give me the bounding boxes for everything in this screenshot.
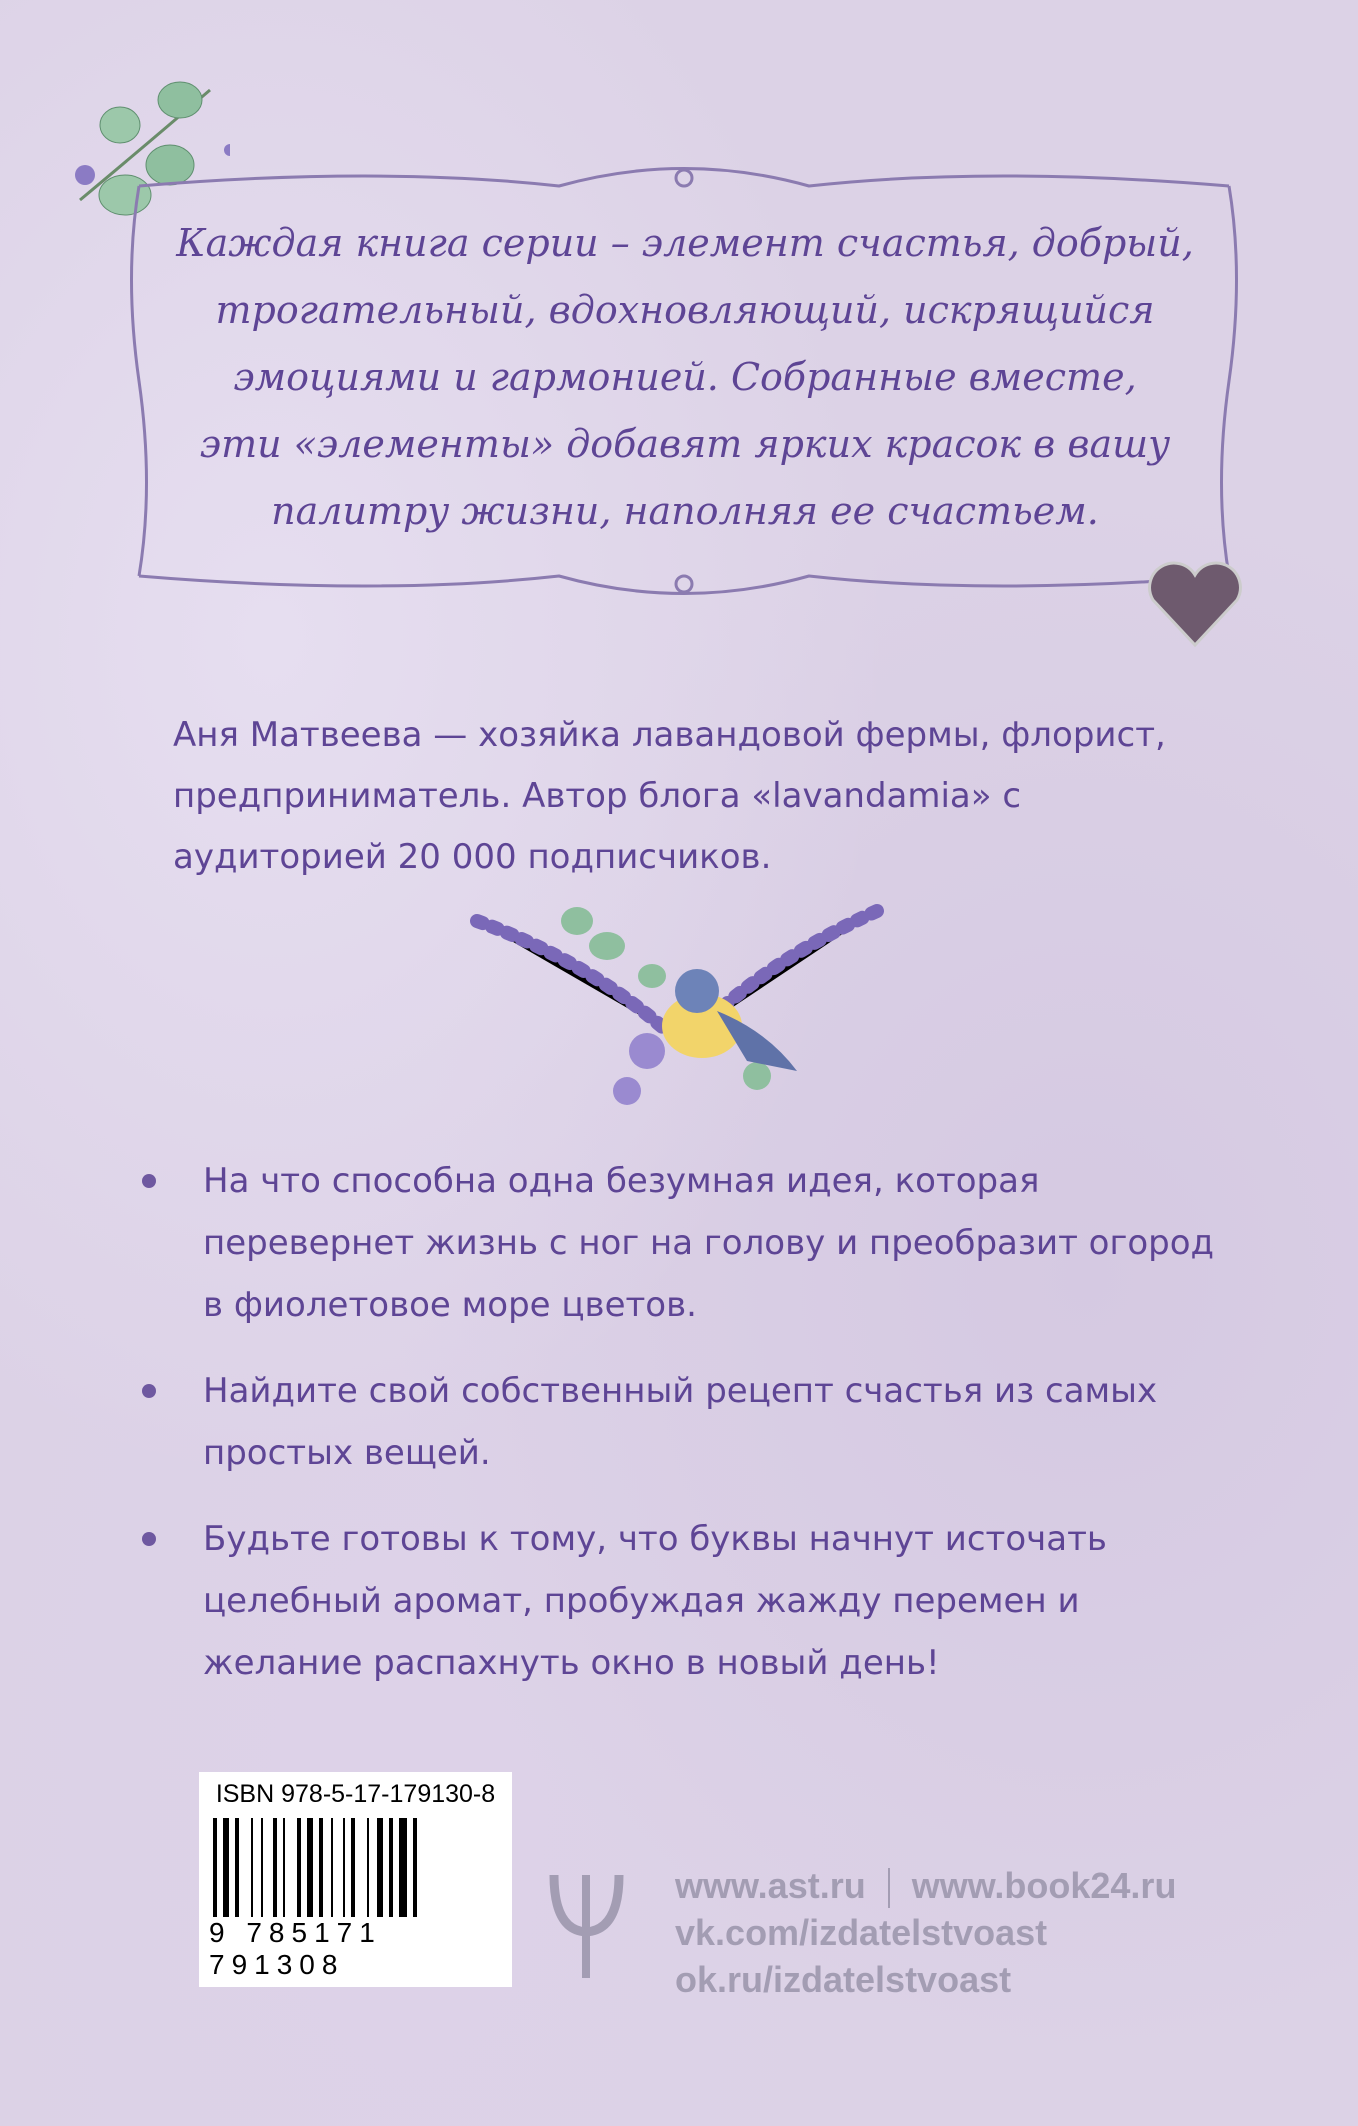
- ast-psi-logo: [549, 1870, 624, 1980]
- quote-line: эти «элементы» добавят ярких красок в вашу: [199, 422, 1171, 466]
- series-quote: [140, 210, 1230, 545]
- bird-lavender-illustration: [467, 901, 888, 1118]
- link-ast[interactable]: www.ast.ru: [675, 1865, 866, 1906]
- link-vk[interactable]: vk.com/izdatelstvoast: [675, 1912, 1048, 1953]
- isbn-digits: 9 785171 791308: [207, 1917, 512, 1981]
- divider: [888, 1868, 890, 1908]
- isbn-label: ISBN 978-5-17-179130-8: [215, 1780, 496, 1808]
- heart-icon: [1145, 560, 1245, 650]
- author-bio: Аня Матвеева — хозяйка лавандовой фермы, флорист, предприниматель. Автор блога «lavandamia» с аудиторией 20 000 подписчиков.: [173, 715, 1166, 877]
- isbn-barcode: [199, 1772, 512, 1987]
- bullet-icon: [142, 1384, 156, 1398]
- quote-line: Каждая книга серии – элемент счастья, добрый,: [176, 221, 1194, 265]
- feature-list: [140, 1150, 1240, 1718]
- bullet-icon: [142, 1532, 156, 1546]
- list-item: Найдите свой собственный рецепт счастья из самых простых вещей.: [140, 1360, 1233, 1484]
- bullet-icon: [142, 1174, 156, 1188]
- list-item: На что способна одна безумная идея, которая перевернет жизнь с ног на голову и преобразит огород в фиолетовое море цветов.: [140, 1150, 1233, 1336]
- quote-line: трогательный, вдохновляющий, искрящийся: [215, 288, 1155, 332]
- link-ok[interactable]: ok.ru/izdatelstvoast: [675, 1959, 1012, 2000]
- link-book24[interactable]: www.book24.ru: [911, 1865, 1177, 1906]
- quote-line: эмоциями и гармонией. Собранные вместе,: [233, 355, 1137, 399]
- quote-line: палитру жизни, наполняя ее счастьем.: [271, 489, 1099, 533]
- list-item: Будьте готовы к тому, что буквы начнут источать целебный аромат, пробуждая жажду перемен и желание распахнуть окно в новый день!: [140, 1508, 1233, 1694]
- publisher-links: [675, 1862, 1176, 2003]
